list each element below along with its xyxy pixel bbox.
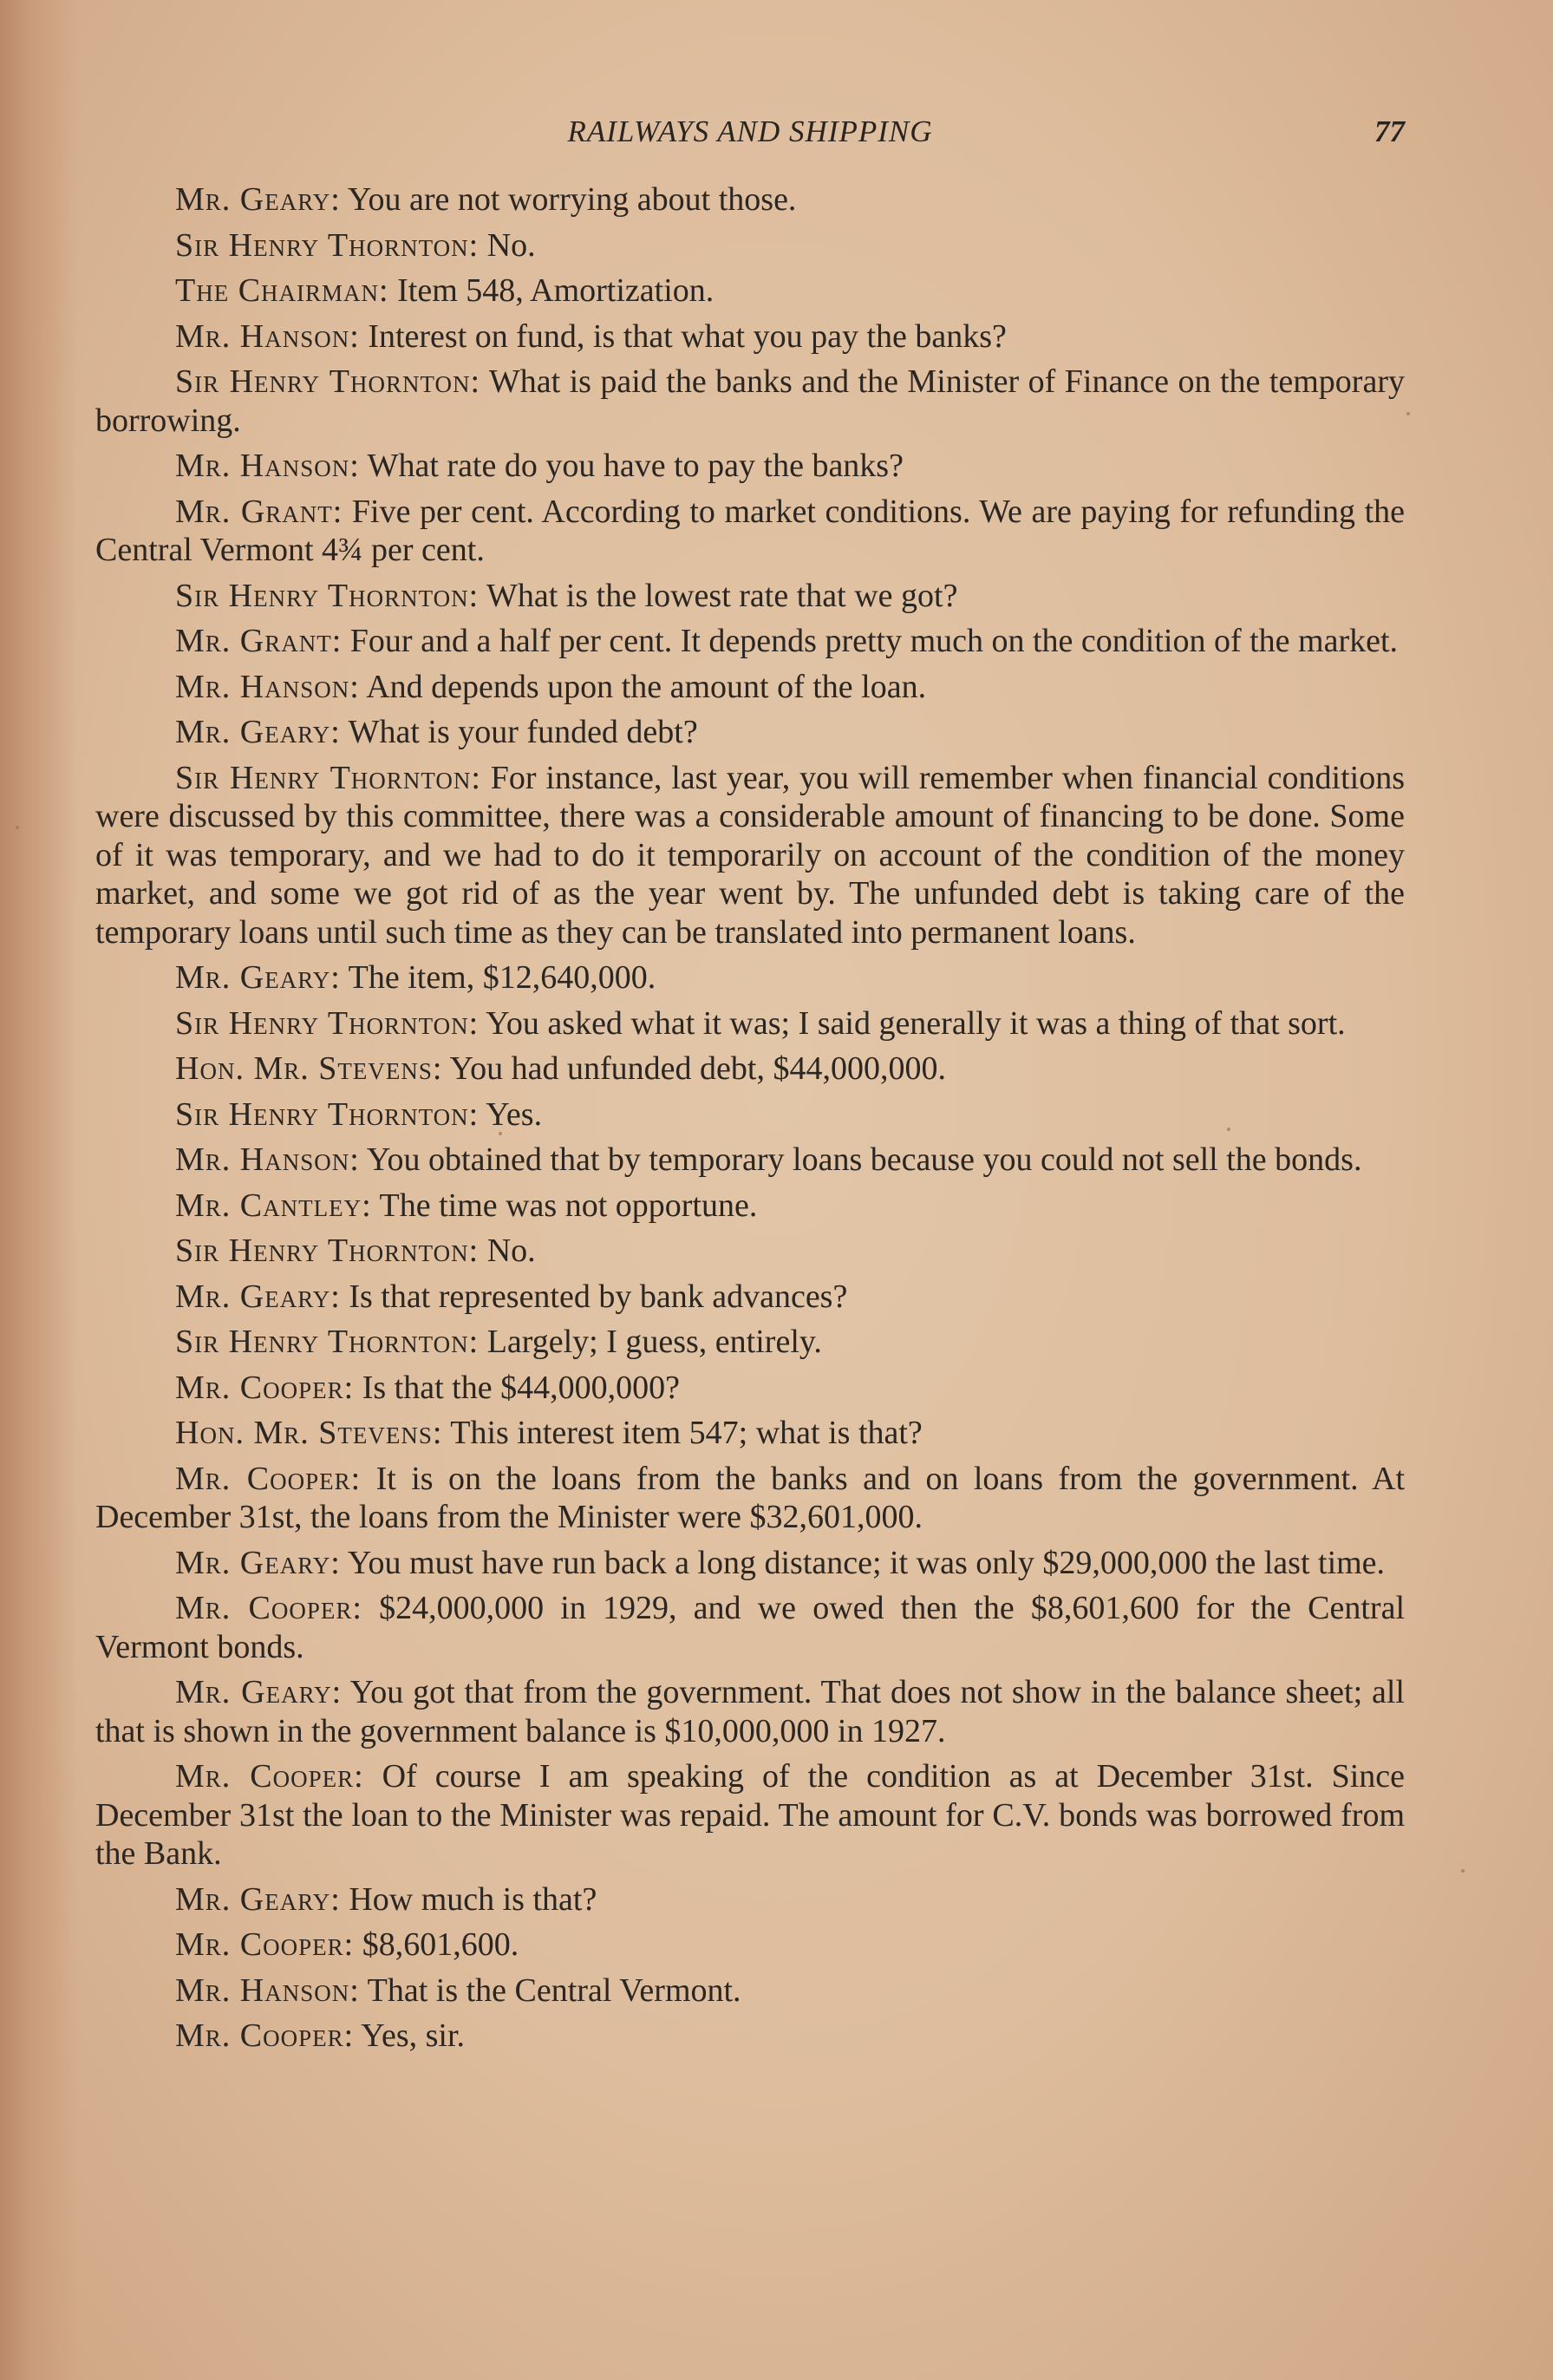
page-edge-shadow	[0, 0, 78, 2380]
speaker-name: Mr. Grant:	[175, 493, 343, 530]
speaker-name: Sir Henry Thornton:	[175, 1232, 480, 1269]
dialogue-paragraph	[95, 447, 1405, 486]
speaker-name: Sir Henry Thornton:	[175, 577, 480, 614]
dialogue-paragraph	[95, 1323, 1405, 1362]
speech-text: You obtained that by temporary loans because you could not sell the bonds.	[359, 1141, 1362, 1178]
speaker-name: Sir Henry Thornton:	[175, 1004, 480, 1042]
speaker-name: Mr. Geary:	[175, 714, 341, 750]
dialogue-paragraph	[95, 180, 1405, 219]
speaker-name: Sir Henry Thornton:	[175, 1095, 480, 1133]
speech-text: No.	[479, 1232, 536, 1269]
dialogue-paragraph	[95, 1095, 1405, 1134]
speech-text: Is that represented by bank advances?	[340, 1278, 848, 1315]
speaker-name: Mr. Hanson:	[175, 1141, 360, 1178]
speech-text: It is on the loans from the banks and on loans from the government. At December 31st, the loans from the Minister were $32,601,000.	[95, 1460, 1405, 1535]
speech-text: You asked what it was; I said generally it was a thing of that sort.	[479, 1004, 1346, 1042]
speech-text: What rate do you have to pay the banks?	[359, 448, 904, 484]
speaker-name: Sir Henry Thornton:	[175, 759, 481, 796]
dialogue-paragraph	[95, 1460, 1405, 1537]
speaker-name: Mr. Geary:	[175, 1544, 341, 1581]
speech-text: This interest item 547; what is that?	[442, 1415, 923, 1451]
dialogue-paragraph	[95, 1049, 1405, 1089]
speech-text: That is the Central Vermont.	[359, 1971, 741, 2009]
speech-text: Interest on fund, is that what you pay the banks?	[359, 317, 1007, 355]
speaker-name: Mr. Cooper:	[175, 2017, 355, 2054]
speech-text: Yes, sir.	[354, 2017, 466, 2054]
dialogue-paragraph	[95, 317, 1405, 356]
dialogue-paragraph	[95, 1544, 1405, 1583]
dialogue-paragraph	[95, 493, 1405, 570]
dialogue-paragraph	[95, 713, 1405, 752]
speech-text: You must have run back a long distance; it was only $29,000,000 the last time.	[340, 1544, 1386, 1581]
speech-text: You had unfunded debt, $44,000,000.	[442, 1050, 946, 1087]
dialogue-paragraph	[95, 1757, 1405, 1873]
speaker-name: Sir Henry Thornton:	[175, 226, 480, 264]
speaker-name: Hon. Mr. Stevens:	[175, 1050, 443, 1087]
speaker-name: Hon. Mr. Stevens:	[175, 1415, 443, 1451]
page-header	[95, 114, 1405, 158]
dialogue-paragraph	[95, 1589, 1405, 1666]
speech-text: You are not worrying about those.	[340, 181, 797, 218]
speech-text: What is your funded debt?	[340, 714, 698, 750]
dialogue-paragraph	[95, 1369, 1405, 1408]
speech-text: What is the lowest rate that we got?	[479, 577, 958, 614]
speech-text: Largely; I guess, entirely.	[479, 1324, 822, 1360]
speaker-name: The Chairman:	[175, 272, 389, 309]
dialogue-paragraph	[95, 1926, 1405, 1965]
speaker-name: Mr. Cantley:	[175, 1187, 372, 1224]
dialogue-paragraph	[95, 271, 1405, 311]
speech-text: $8,601,600.	[354, 1926, 519, 1963]
speech-text: Item 548, Amortization.	[388, 272, 715, 309]
speech-text: The time was not opportune.	[371, 1187, 758, 1224]
speaker-name: Mr. Geary:	[175, 1674, 343, 1710]
speaker-name: Mr. Cooper:	[175, 1926, 355, 1963]
dialogue-paragraph	[95, 1673, 1405, 1750]
speaker-name: Sir Henry Thornton:	[175, 1324, 480, 1360]
speaker-name: Mr. Hanson:	[175, 1971, 360, 2009]
dialogue-paragraph	[95, 1232, 1405, 1271]
dialogue-paragraph	[95, 668, 1405, 707]
dialogue-paragraph	[95, 759, 1405, 952]
speaker-name: Mr. Cooper:	[175, 1590, 362, 1626]
speech-text: $24,000,000 in 1929, and we owed then the $8,601,600 for the Central Vermont bonds.	[95, 1590, 1406, 1665]
speech-text: What is paid the banks and the Minister of Finance on the temporary borrowing.	[95, 363, 1405, 439]
dialogue-paragraph	[95, 1278, 1405, 1317]
speaker-name: Mr. Geary:	[175, 1278, 341, 1315]
speech-text: And depends upon the amount of the loan.	[359, 668, 927, 705]
dialogue-paragraph	[95, 958, 1405, 997]
speaker-name: Mr. Cooper:	[175, 1460, 362, 1497]
paper-speck	[1406, 412, 1410, 415]
speech-text: Five per cent. According to market conditions. We are paying for refunding the Central Vermont 4¾ per cent.	[95, 493, 1405, 568]
speaker-name: Mr. Cooper:	[175, 1758, 364, 1795]
speech-text: For instance, last year, you will remember when financial conditions were discussed by this committee, there was a considerable amount of financing to be done. Some of it was temporary, and we had to do it temporarily on account of the condition of the money market, and some we got rid of as the year went by. The unfunded debt is taking care of the temporary loans until such time as they can be translated into permanent loans.	[95, 759, 1405, 951]
page-number: 77	[1374, 114, 1405, 148]
dialogue-paragraph	[95, 1187, 1405, 1226]
speaker-name: Mr. Cooper:	[175, 1369, 355, 1406]
paper-speck	[16, 826, 19, 829]
speech-text: Four and a half per cent. It depends pretty much on the condition of the market.	[342, 623, 1399, 659]
speaker-name: Mr. Hanson:	[175, 317, 360, 355]
speaker-name: Mr. Hanson:	[175, 448, 360, 484]
speaker-name: Mr. Geary:	[175, 1880, 341, 1918]
dialogue-paragraph	[95, 2017, 1405, 2056]
speech-text: Of course I am speaking of the condition as at December 31st. Since December 31st the loan to the Minister was repaid. The amount for C.V. bonds was borrowed from the Bank.	[95, 1758, 1405, 1872]
speech-text: Is that the $44,000,000?	[354, 1369, 680, 1406]
speech-text: You got that from the government. That does not show in the balance sheet; all that is shown in the government balance is $10,000,000 in 1927.	[95, 1674, 1405, 1749]
speech-text: Yes.	[479, 1095, 543, 1133]
dialogue-paragraph	[95, 1414, 1405, 1453]
paper-speck	[1461, 1869, 1465, 1873]
speaker-name: Mr. Geary:	[175, 959, 341, 996]
speaker-name: Mr. Geary:	[175, 181, 341, 218]
dialogue-paragraph	[95, 1004, 1405, 1043]
dialogue-paragraph	[95, 622, 1405, 661]
dialogue-paragraph	[95, 1971, 1405, 2011]
speaker-name: Mr. Grant:	[175, 623, 343, 659]
dialogue-paragraph	[95, 363, 1405, 440]
dialogue-paragraph	[95, 226, 1405, 265]
dialogue-paragraph	[95, 577, 1405, 616]
speech-text: The item, $12,640,000.	[340, 959, 656, 996]
speaker-name: Sir Henry Thornton:	[175, 363, 481, 400]
transcript-body	[95, 180, 1405, 2063]
speech-text: No.	[479, 226, 536, 264]
speaker-name: Mr. Hanson:	[175, 668, 360, 705]
running-head: RAILWAYS AND SHIPPING	[567, 114, 933, 148]
dialogue-paragraph	[95, 1880, 1405, 1919]
speech-text: How much is that?	[340, 1880, 597, 1918]
dialogue-paragraph	[95, 1141, 1405, 1180]
